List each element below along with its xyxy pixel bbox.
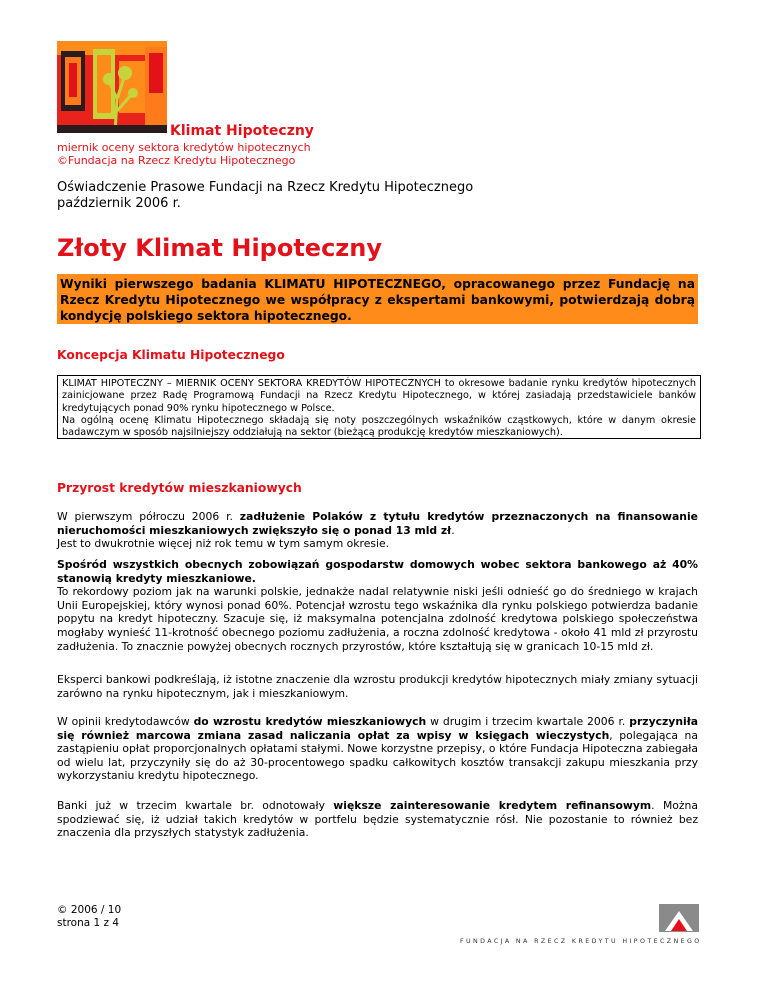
concept-text-2: Na ogólną ocenę Klimatu Hipotecznego składają się noty poszczególnych wskaźników cząstkowych, które w danym okresie badawczym w sposób najsilniejszy oddziałują na sektor (bieżącą produkcję kredytów mieszkaniowych). — [62, 414, 696, 439]
p4-text-e: , polegająca na zastąpieniu opłat proporcjonalnych opłatami stałymi. Nowe korzystne przepisy, o które Fundacja Hipoteczna zabiegała od wielu lat, przyczyniły się do aż 30-procentowego spadku całkowitych kosztów transakcji zakupu mieszkania przy wykorzystaniu kredytu hipotecznego. — [57, 728, 698, 783]
p4-text-c: w drugim i trzecim kwartale 2006 r. — [426, 715, 630, 728]
lead-highlight: Wyniki pierwszego badania KLIMATU HIPOTECZNEGO, opracowanego przez Fundację na Rzecz Kredytu Hipotecznego we współpracy z ekspertami bankowymi, potwierdzają dobrą kondycję polskiego sektora hipotecznego. — [57, 274, 698, 324]
brand-title: Klimat Hipoteczny — [170, 123, 314, 139]
p5-text-a: Banki już w trzecim kwartale br. odnotowały — [57, 799, 334, 812]
p4-text-a: W opinii kredytodawców — [57, 715, 194, 728]
foundation-house-icon — [659, 904, 699, 932]
concept-box — [57, 375, 701, 439]
press-line-date: październik 2006 r. — [57, 196, 181, 211]
p5-text-b: większe zainteresowanie kredytem refinansowym — [333, 799, 652, 812]
footer-page-number: strona 1 z 4 — [57, 917, 120, 929]
p1-text-c: . — [451, 523, 455, 537]
paragraph-5 — [57, 799, 698, 840]
section-title-growth: Przyrost kredytów mieszkaniowych — [57, 481, 302, 495]
brand-copyright: ©Fundacja na Rzecz Kredytu Hipotecznego — [57, 154, 296, 167]
paragraph-1 — [57, 510, 698, 551]
page-title: Złoty Klimat Hipoteczny — [57, 234, 383, 262]
p1-text-b: zadłużenie Polaków z tytułu kredytów przeznaczonych na finansowanie nieruchomości mieszkaniowych zwiększyło się o ponad 13 mld zł — [57, 510, 698, 537]
paragraph-2 — [57, 558, 698, 653]
paragraph-3 — [57, 673, 698, 700]
section-title-concept: Koncepcja Klimatu Hipotecznego — [57, 348, 285, 362]
p1-text-a: W pierwszym półroczu 2006 r. — [57, 510, 240, 523]
paragraph-4 — [57, 715, 698, 783]
p2-text-b: To rekordowy poziom jak na warunki polskie, jednakże nadal relatywnie niski jeśli odnieść go do średniego w krajach Unii Europejskiej, który wynosi ponad 60%. Potencjał wzrostu tego wskaźnika dla rynku polskiego potwierdza badanie popytu na kredyt hipoteczny. Szacuje się, iż maksymalna potencjalna zdolność kredytowa polskiego społeczeństwa mogłaby wynieść 11-krotność obecnego poziomu zadłużenia, a roczna zdolność kredytowa - około 41 mld zł przyrostu zadłużenia. To znacznie powyżej obecnych rocznych przyrostów, które kształtują się w granicach 10-15 mld zł. — [57, 585, 698, 653]
press-statement — [57, 180, 473, 212]
p4-text-b: do wzrostu kredytów mieszkaniowych — [193, 715, 427, 728]
page-footer — [57, 904, 121, 930]
p4-text-d: przyczyniła się również marcowa zmiana zasad naliczania opłat za wpisy w księgach wieczystych — [57, 715, 699, 742]
p3-text: Eksperci bankowi podkreślają, iż istotne znaczenie dla wzrostu produkcji kredytów hipotecznych miały zmiany sytuacji zarówno na rynku hipotecznym, jak i mieszkaniowym. — [57, 673, 698, 700]
brand-subtitle: miernik oceny sektora kredytów hipotecznych — [57, 141, 311, 154]
p5-text-c: . Można spodziewać się, iż udział takich kredytów w portfelu będzie systematycznie rósł. Nie pozostanie to również bez znaczenia dla przyszłych statystyk zadłużenia. — [57, 799, 698, 840]
footer-copyright: © 2006 / 10 — [57, 904, 122, 916]
p1-text-d: Jest to dwukrotnie więcej niż rok temu w tym samym okresie. — [57, 537, 390, 551]
concept-text-1: KLIMAT HIPOTECZNY – MIERNIK OCENY SEKTORA KREDYTÓW HIPOTECZNYCH to okresowe badanie rynku kredytów hipotecznych zainicjowane przez Radę Programową Fundacji na Rzecz Kredytu Hipotecznego, w której zasiadają przedstawiciele banków kredytujących ponad 90% rynku hipotecznego w Polsce. — [62, 378, 696, 414]
press-line-title: Oświadczenie Prasowe Fundacji na Rzecz Kredytu Hipotecznego — [57, 180, 474, 195]
klimat-hipoteczny-logo-art — [57, 41, 167, 133]
foundation-name: FUNDACJA NA RZECZ KREDYTU HIPOTECZNEGO — [460, 938, 702, 945]
p2-text-a: Spośród wszystkich obecnych zobowiązań gospodarstw domowych wobec sektora bankowego aż 40% stanowią kredyty mieszkaniowe. — [57, 558, 698, 585]
